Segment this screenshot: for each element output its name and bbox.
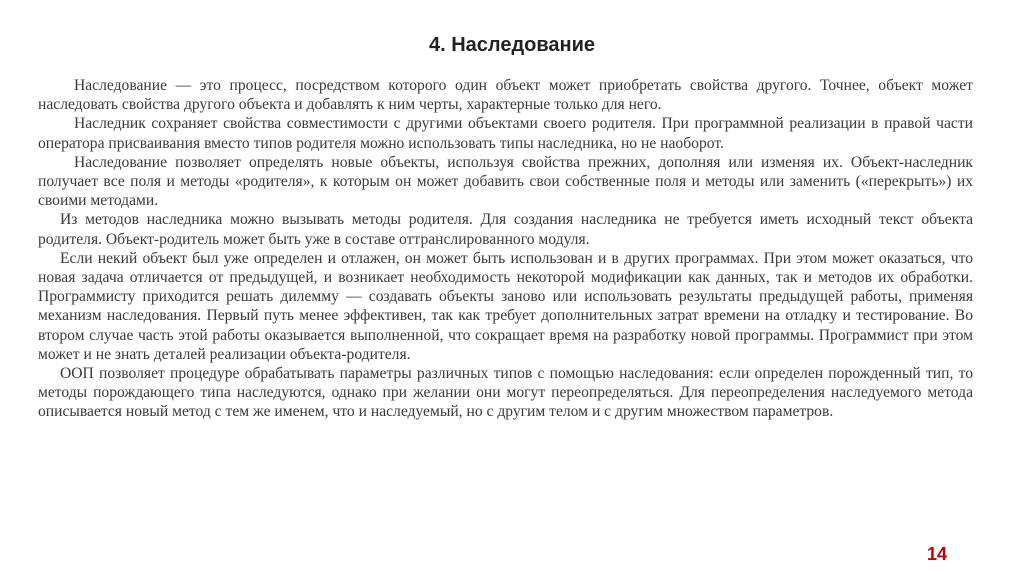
paragraph-compatibility: Наследник сохраняет свойства совместимости с другими объектами своего родителя. При программной реализации в правой части оператора присваивания вместо типов родителя можно использовать типы наследника, но не наоборот. <box>38 115 973 152</box>
page-number: 14 <box>927 544 948 564</box>
slide-body <box>38 76 973 422</box>
paragraph-parent-methods: Из методов наследника можно вызывать методы родителя. Для создания наследника не требуется иметь исходный текст объекта родителя. Объект-родитель может быть уже в составе оттранслированного модуля. <box>38 211 973 248</box>
paragraph-oop-overriding: ООП позволяет процедуре обрабатывать параметры различных типов с помощью наследования: если определен порожденный тип, то методы порождающего типа наследуются, однако при желании они могут переопределяться. Для переопределения наследуемого метода описывается новый метод с тем же именем, что и наследуемый, но с другим телом и с другим множеством параметров. <box>38 365 973 421</box>
paragraph-reuse: Если некий объект был уже определен и отлажен, он может быть использован и в других программах. При этом может оказаться, что новая задача отличается от предыдущей, и возникает необходимость некоторой модификации как данных, так и методов их обработки. Программисту приходится решать дилемму — создавать объекты заново или использовать результаты предыдущей работы, применяя механизм наследования. Первый путь менее эффективен, так как требует дополнительных затрат времени на отладку и тестирование. Во втором случае часть этой работы оказывается выполненной, что сокращает время на разработку новой программы. Программист при этом может и не знать деталей реализации объекта-родителя. <box>38 249 973 363</box>
paragraph-definition: Наследование — это процесс, посредством которого один объект может приобретать свойства другого. Точнее, объект может наследовать свойства другого объекта и добавлять к ним черты, характерные только для него. <box>38 77 973 114</box>
paragraph-new-objects: Наследование позволяет определять новые объекты, используя свойства прежних, дополняя или изменяя их. Объект-наследник получает все поля и методы «родителя», к которым он может добавить свои собственные поля и методы или заменить («перекрыть») их своими методами. <box>38 153 973 210</box>
slide-title: 4. Наследование <box>428 34 596 56</box>
